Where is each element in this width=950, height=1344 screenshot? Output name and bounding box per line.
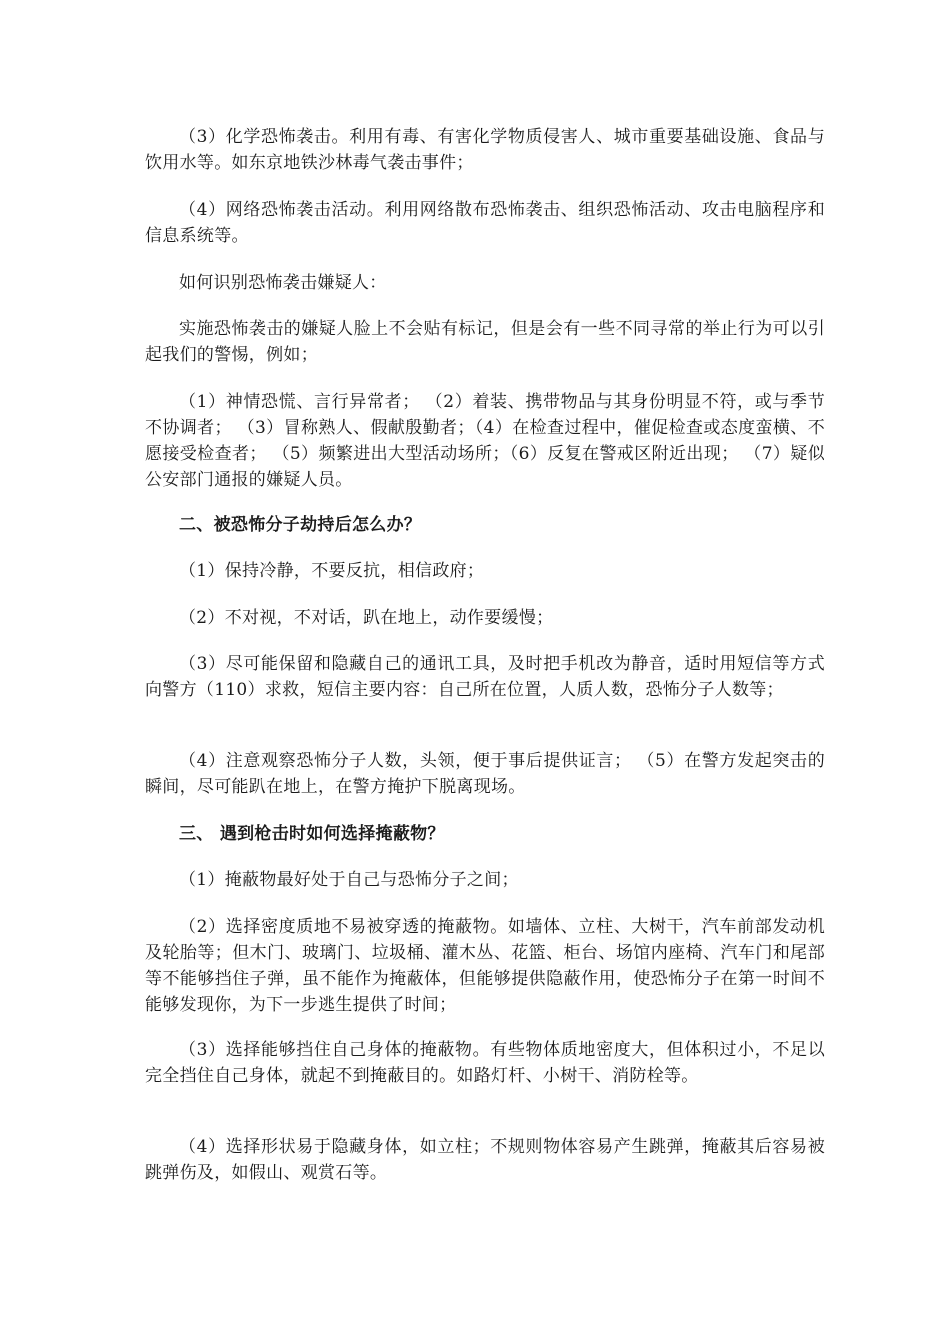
paragraph-suspects-intro: 实施恐怖袭击的嫌疑人脸上不会贴有标记，但是会有一些不同寻常的举止行为可以引起我们的警惕，例如； [145, 319, 825, 365]
paragraph-cover-step-4: （4）选择形状易于隐藏身体，如立柱；不规则物体容易产生跳弹，掩蔽其后容易被跳弹伤及，如假山、观赏石等。 [145, 1137, 825, 1183]
paragraph-cover-step-3: （3）选择能够挡住自己身体的掩蔽物。有些物体质地密度大，但体积过小，不足以完全挡住自己身体，就起不到掩蔽目的。如路灯杆、小树干、消防栓等。 [145, 1040, 825, 1086]
paragraph-cover-step-2: （2）选择密度质地不易被穿透的掩蔽物。如墙体、立柱、大树干，汽车前部发动机及轮胎等；但木门、玻璃门、垃圾桶、灌木丛、花篮、柜台、场馆内座椅、汽车门和尾部等不能够挡住子弹，虽不能作为掩蔽体，但能够提供隐蔽作用，使恐怖分子在第一时间不能够发现你，为下一步逃生提供了时间； [145, 917, 825, 1015]
paragraph-hijack-step-3: （3）尽可能保留和隐藏自己的通讯工具，及时把手机改为静音，适时用短信等方式向警方（110）求救，短信主要内容：自己所在位置，人质人数，恐怖分子人数等； [145, 654, 825, 700]
paragraph-chemical-attack: （3）化学恐怖袭击。利用有毒、有害化学物质侵害人、城市重要基础设施、食品与饮用水等。如东京地铁沙林毒气袭击事件； [145, 127, 825, 173]
paragraph-identify-suspects-title: 如何识别恐怖袭击嫌疑人： [179, 273, 387, 293]
paragraph-cover-step-1: （1）掩蔽物最好处于自己与恐怖分子之间； [179, 870, 519, 890]
paragraph-hijack-step-4-5: （4）注意观察恐怖分子人数，头领，便于事后提供证言； （5）在警方发起突击的瞬间，尽可能趴在地上，在警方掩护下脱离现场。 [145, 751, 825, 797]
paragraph-suspect-signs: （1）神情恐慌、言行异常者； （2）着装、携带物品与其身份明显不符，或与季节不协调者； （3）冒称熟人、假献殷勤者；（4）在检查过程中，催促检查或态度蛮横、不愿接受检查者； （5）频繁进出大型活动场所；（6）反复在警戒区附近出现； （7）疑似公安部门通报的嫌疑人员。 [145, 392, 825, 490]
section-heading-hijacked: 二、被恐怖分子劫持后怎么办？ [179, 515, 422, 535]
paragraph-hijack-step-1: （1）保持冷静，不要反抗，相信政府； [179, 561, 485, 581]
section-heading-cover: 三、 遇到枪击时如何选择掩蔽物？ [179, 824, 445, 844]
paragraph-hijack-step-2: （2）不对视，不对话，趴在地上，动作要缓慢； [179, 608, 554, 628]
paragraph-cyber-attack: （4）网络恐怖袭击活动。利用网络散布恐怖袭击、组织恐怖活动、攻击电脑程序和信息系统等。 [145, 200, 825, 246]
